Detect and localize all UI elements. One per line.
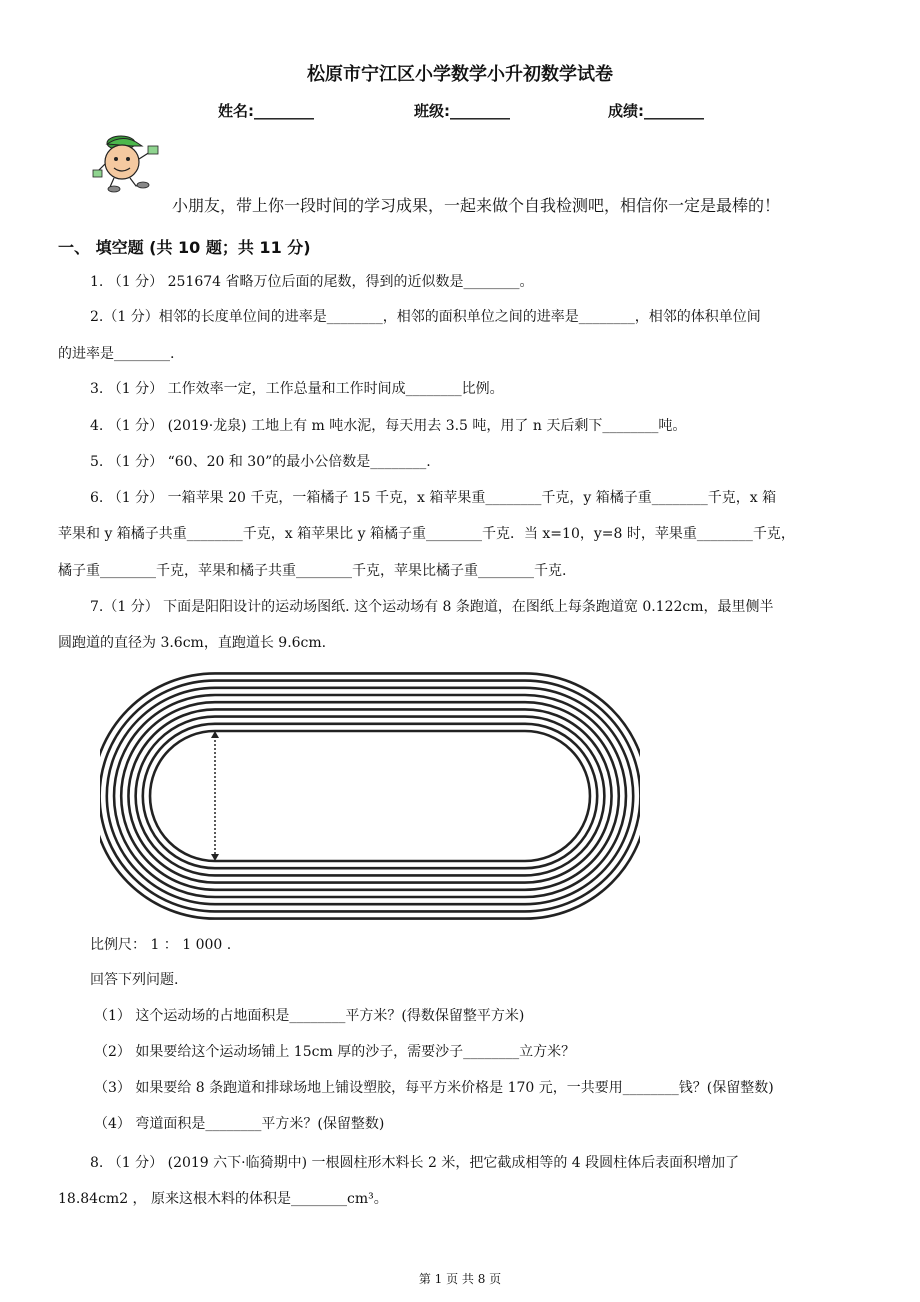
sub-question-3: （3） 如果要给 8 条跑道和排球场地上铺设塑胶，每平方米价格是 170 元，一共要用________钱？(保留整数) xyxy=(94,1080,774,1096)
sub-question-2: （2） 如果要给这个运动场铺上 15cm 厚的沙子，需要沙子________立方米？ xyxy=(94,1044,576,1060)
question-2-line-2: 的进率是________. xyxy=(58,346,175,362)
section-title: 一、 填空题 (共 10 题；共 11 分) xyxy=(58,238,311,257)
track-lane-line xyxy=(107,688,633,904)
question-6-line-1: 6. （1 分） 一箱苹果 20 千克，一箱橘子 15 千克，x 箱苹果重________千克，y 箱橘子重________千克，x 箱 xyxy=(90,490,777,506)
question-2-line-1: 2.（1 分）相邻的长度单位间的进率是________，相邻的面积单位之间的进率是________，相邻的体积单位间 xyxy=(90,309,761,325)
running-track-diagram xyxy=(100,672,640,920)
track-lane-line xyxy=(114,695,626,897)
score-field-label: 成绩:________ xyxy=(608,102,704,120)
cartoon-mascot-icon xyxy=(92,132,172,194)
question-5: 5. （1 分） “60、20 和 30”的最小公倍数是________. xyxy=(90,454,431,470)
sub-question-1: （1） 这个运动场的占地面积是________平方米？(得数保留整平方米) xyxy=(94,1008,525,1024)
name-field-label: 姓名:________ xyxy=(218,102,314,120)
question-6-line-3: 橘子重________千克，苹果和橘子共重________千克，苹果比橘子重________千克. xyxy=(58,563,567,579)
question-8-line-1: 8. （1 分） (2019 六下·临猗期中) 一根圆柱形木料长 2 米，把它截成相等的 4 段圆柱体后表面积增加了 xyxy=(90,1155,740,1171)
track-lane-line xyxy=(128,709,611,882)
question-1: 1. （1 分） 251674 省略万位后面的尾数，得到的近似数是________。 xyxy=(90,274,534,290)
greeting-text: 小朋友，带上你一段时间的学习成果，一起来做个自我检测吧，相信你一定是最棒的！ xyxy=(172,196,781,215)
track-lane-line xyxy=(136,717,605,876)
page-footer: 第 1 页 共 8 页 xyxy=(418,1272,502,1286)
track-lane-line xyxy=(143,724,597,868)
answer-intro: 回答下列问题. xyxy=(90,972,179,988)
question-6-line-2: 苹果和 y 箱橘子共重________千克，x 箱苹果比 y 箱橘子重________千克．当 x=10，y=8 时，苹果重________千克， xyxy=(58,526,795,542)
question-7-line-1: 7.（1 分） 下面是阳阳设计的运动场图纸. 这个运动场有 8 条跑道，在图纸上每条跑道宽 0.122cm，最里侧半 xyxy=(90,599,774,615)
question-8-line-2: 18.84cm2 ， 原来这根木料的体积是________cm³。 xyxy=(58,1191,388,1207)
class-field-label: 班级:________ xyxy=(414,102,510,120)
sub-question-4: （4） 弯道面积是________平方米？(保留整数) xyxy=(94,1116,385,1132)
scale-text: 比例尺： 1 ： 1 000 . xyxy=(90,937,232,953)
question-4: 4. （1 分） (2019·龙泉) 工地上有 m 吨水泥，每天用去 3.5 吨，用了 n 天后剩下________吨。 xyxy=(90,418,687,434)
track-lane-line xyxy=(150,731,590,861)
page-title: 松原市宁江区小学数学小升初数学试卷 xyxy=(307,64,613,85)
question-7-line-2: 圆跑道的直径为 3.6cm，直跑道长 9.6cm. xyxy=(58,635,327,651)
question-3: 3. （1 分） 工作效率一定，工作总量和工作时间成________比例。 xyxy=(90,381,504,397)
